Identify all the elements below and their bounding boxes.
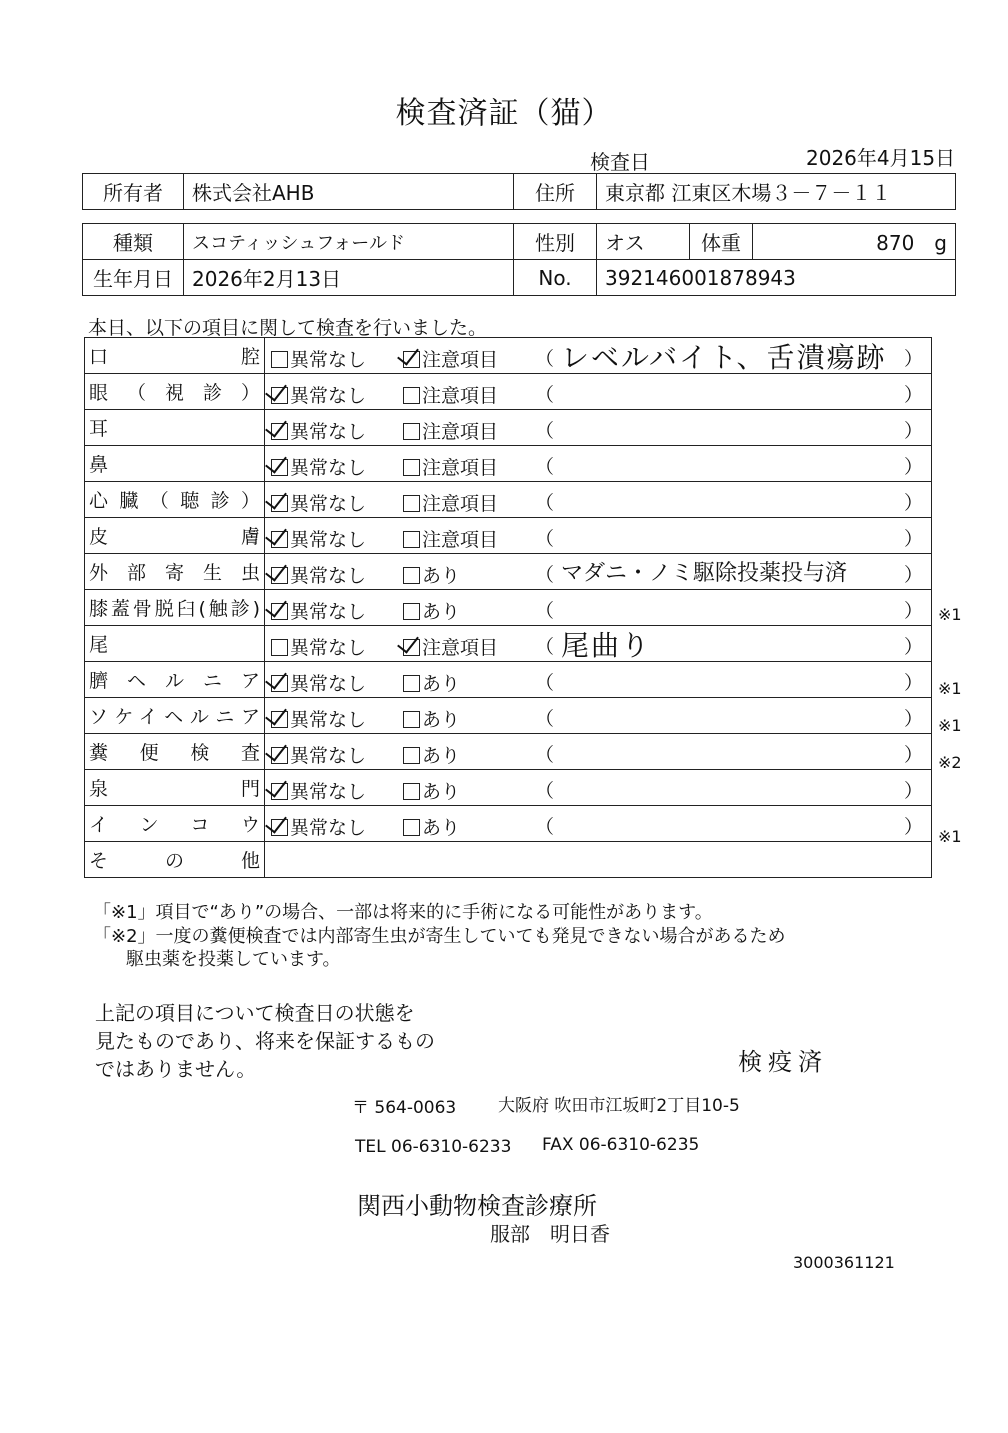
attention-option[interactable] xyxy=(403,633,498,660)
inspection-item-result xyxy=(265,734,932,770)
normal-label: 異常なし xyxy=(290,781,367,803)
inspection-item-label: インコウ xyxy=(85,806,265,842)
normal-label: 異常なし xyxy=(290,385,367,407)
inspection-item-result xyxy=(265,518,932,554)
footnote-2a: 「※2」一度の糞便検査では内部寄生虫が寄生していても発見できない場合があるため xyxy=(93,926,786,947)
item-note: レベルバイト、舌潰瘍跡 xyxy=(561,341,887,374)
attention-option[interactable] xyxy=(403,777,460,804)
checkbox-icon xyxy=(403,351,420,368)
inspection-row xyxy=(85,590,932,626)
breed-value: スコティッシュフォールド xyxy=(184,224,514,260)
weight-label: 体重 xyxy=(690,224,753,260)
clinic-address: 大阪府 吹田市江坂町2丁目10-5 xyxy=(498,1096,740,1116)
inspection-item-result xyxy=(265,446,932,482)
inspection-item-result xyxy=(265,626,932,662)
footnote-mark: ※1 xyxy=(938,827,962,846)
paren-open: （ xyxy=(535,492,555,514)
paren-open: （ xyxy=(535,744,555,766)
normal-option[interactable] xyxy=(271,741,366,768)
inspection-row xyxy=(85,698,932,734)
footnote-mark: ※2 xyxy=(938,753,962,772)
inspection-item-result xyxy=(265,374,932,410)
other-label: その他 xyxy=(85,842,265,878)
paren-open: （ xyxy=(535,780,555,802)
inspection-row xyxy=(85,806,932,842)
item-note: 尾曲り xyxy=(561,629,652,662)
item-note: マダニ・ノミ駆除投薬投与済 xyxy=(561,561,848,586)
paren-open: （ xyxy=(535,600,555,622)
checkbox-icon xyxy=(403,675,420,692)
paren-close: ） xyxy=(903,636,923,658)
inspection-item-label: 外部寄生虫 xyxy=(85,554,265,590)
checkbox-icon xyxy=(271,459,288,476)
attention-label: 注意項目 xyxy=(422,529,499,551)
inspection-item-label: 心臓（聴診） xyxy=(85,482,265,518)
paren-open: （ xyxy=(535,816,555,838)
person-name: 服部 明日香 xyxy=(490,1222,610,1246)
normal-option[interactable] xyxy=(271,525,366,552)
inspection-item-result xyxy=(265,590,932,626)
inspection-item-label: 糞便検査 xyxy=(85,734,265,770)
attention-label: あり xyxy=(422,565,461,587)
statement-line-3: ではありません。 xyxy=(95,1057,257,1081)
quarantine-stamp: 検疫済 xyxy=(738,1048,828,1076)
attention-option[interactable] xyxy=(403,741,460,768)
sex-value: オス xyxy=(597,224,690,260)
attention-label: 注意項目 xyxy=(422,349,499,371)
checkbox-icon xyxy=(271,531,288,548)
checkbox-icon xyxy=(271,351,288,368)
birth-label: 生年月日 xyxy=(83,260,184,296)
attention-option[interactable] xyxy=(403,381,498,408)
animal-table xyxy=(82,223,956,296)
paren-open: （ xyxy=(535,384,555,406)
checkbox-icon xyxy=(403,387,420,404)
attention-label: あり xyxy=(422,709,461,731)
normal-label: 異常なし xyxy=(290,565,367,587)
inspection-item-label: 臍ヘルニア xyxy=(85,662,265,698)
attention-label: あり xyxy=(422,601,461,623)
inspection-item-result xyxy=(265,698,932,734)
checkbox-icon xyxy=(271,387,288,404)
normal-option[interactable] xyxy=(271,813,366,840)
attention-option[interactable] xyxy=(403,489,498,516)
paren-close: ） xyxy=(903,420,923,442)
breed-label: 種類 xyxy=(83,224,184,260)
inspection-item-result xyxy=(265,338,932,374)
footnote-mark: ※1 xyxy=(938,605,962,624)
paren-close: ） xyxy=(903,348,923,370)
birth-value: 2026年2月13日 xyxy=(184,260,514,296)
paren-close: ） xyxy=(903,384,923,406)
inspection-row xyxy=(85,482,932,518)
statement-line-1: 上記の項目について検査日の状態を xyxy=(95,1001,415,1025)
footnote-mark: ※1 xyxy=(938,679,962,698)
inspection-item-label: 泉門 xyxy=(85,770,265,806)
attention-option[interactable] xyxy=(403,417,498,444)
sex-label: 性別 xyxy=(514,224,597,260)
postal-code: 〒 564-0063 xyxy=(352,1098,457,1118)
normal-label: 異常なし xyxy=(290,709,367,731)
inspection-grid xyxy=(84,337,932,878)
attention-option[interactable] xyxy=(403,345,498,372)
inspection-item-label: 耳 xyxy=(85,410,265,446)
inspection-row xyxy=(85,338,932,374)
inspection-item-result xyxy=(265,482,932,518)
clinic-name: 関西小動物検査診療所 xyxy=(357,1192,597,1220)
tel: TEL 06-6310-6233 xyxy=(355,1137,512,1157)
paren-close: ） xyxy=(903,708,923,730)
attention-label: 注意項目 xyxy=(422,493,499,515)
inspection-date-label: 検査日 xyxy=(590,150,650,174)
paren-close: ） xyxy=(903,564,923,586)
attention-option[interactable] xyxy=(403,597,460,624)
inspection-row xyxy=(85,626,932,662)
normal-option[interactable] xyxy=(271,417,366,444)
normal-option[interactable] xyxy=(271,705,366,732)
paren-close: ） xyxy=(903,456,923,478)
address-value: 東京都 江東区木場３－７－１１ xyxy=(597,174,956,210)
footnote-mark: ※1 xyxy=(938,716,962,735)
normal-label: 異常なし xyxy=(290,349,367,371)
inspection-row xyxy=(85,662,932,698)
attention-option[interactable] xyxy=(403,813,460,840)
inspection-row xyxy=(85,770,932,806)
normal-label: 異常なし xyxy=(290,493,367,515)
checkbox-icon xyxy=(271,567,288,584)
paren-open: （ xyxy=(535,636,555,658)
paren-open: （ xyxy=(535,672,555,694)
checkbox-icon xyxy=(271,711,288,728)
inspection-item-label: 皮膚 xyxy=(85,518,265,554)
weight-value: 870 g xyxy=(753,224,956,260)
page-title: 検査済証（猫） xyxy=(395,96,613,131)
normal-option[interactable] xyxy=(271,489,366,516)
inspection-row xyxy=(85,554,932,590)
normal-label: 異常なし xyxy=(290,421,367,443)
normal-option[interactable] xyxy=(271,669,366,696)
normal-option[interactable] xyxy=(271,597,366,624)
normal-label: 異常なし xyxy=(290,745,367,767)
normal-label: 異常なし xyxy=(290,637,367,659)
checkbox-icon xyxy=(271,783,288,800)
inspection-item-label: 鼻 xyxy=(85,446,265,482)
inspection-row-other xyxy=(85,842,932,878)
no-label: No. xyxy=(514,260,597,296)
normal-label: 異常なし xyxy=(290,817,367,839)
intro-text: 本日、以下の項目に関して検査を行いました。 xyxy=(88,317,488,339)
checkbox-icon xyxy=(403,639,420,656)
paren-open: （ xyxy=(535,564,555,586)
normal-label: 異常なし xyxy=(290,673,367,695)
attention-option[interactable] xyxy=(403,669,460,696)
inspection-row xyxy=(85,734,932,770)
paren-close: ） xyxy=(903,816,923,838)
normal-option[interactable] xyxy=(271,561,366,588)
checkbox-icon xyxy=(403,423,420,440)
inspection-row xyxy=(85,374,932,410)
inspection-item-label: 眼（視診） xyxy=(85,374,265,410)
attention-label: 注意項目 xyxy=(422,457,499,479)
footnote-1: 「※1」項目で“あり”の場合、一部は将来的に手術になる可能性があります。 xyxy=(93,902,713,923)
normal-label: 異常なし xyxy=(290,529,367,551)
checkbox-icon xyxy=(271,747,288,764)
checkbox-icon xyxy=(403,567,420,584)
checkbox-icon xyxy=(271,603,288,620)
normal-label: 異常なし xyxy=(290,601,367,623)
checkbox-icon xyxy=(403,747,420,764)
attention-option[interactable] xyxy=(403,561,460,588)
attention-label: あり xyxy=(422,781,461,803)
inspection-row xyxy=(85,446,932,482)
inspection-item-label: ソケイヘルニア xyxy=(85,698,265,734)
inspection-item-label: 尾 xyxy=(85,626,265,662)
inspection-item-result xyxy=(265,806,932,842)
inspection-date: 2026年4月15日 xyxy=(806,146,956,170)
inspection-item-result xyxy=(265,662,932,698)
paren-close: ） xyxy=(903,672,923,694)
no-value: 392146001878943 xyxy=(597,260,956,296)
paren-open: （ xyxy=(535,420,555,442)
inspection-item-result xyxy=(265,410,932,446)
checkbox-icon xyxy=(403,459,420,476)
checkbox-icon xyxy=(403,819,420,836)
attention-label: 注意項目 xyxy=(422,421,499,443)
normal-option[interactable] xyxy=(271,633,366,660)
checkbox-icon xyxy=(403,531,420,548)
attention-option[interactable] xyxy=(403,453,498,480)
checkbox-icon xyxy=(271,639,288,656)
attention-label: あり xyxy=(422,817,461,839)
checkbox-icon xyxy=(403,783,420,800)
checkbox-icon xyxy=(271,819,288,836)
inspection-row xyxy=(85,410,932,446)
paren-close: ） xyxy=(903,492,923,514)
normal-label: 異常なし xyxy=(290,457,367,479)
attention-option[interactable] xyxy=(403,705,460,732)
paren-open: （ xyxy=(535,348,555,370)
paren-open: （ xyxy=(535,708,555,730)
checkbox-icon xyxy=(271,675,288,692)
checkbox-icon xyxy=(271,423,288,440)
checkbox-icon xyxy=(403,495,420,512)
attention-option[interactable] xyxy=(403,525,498,552)
paren-close: ） xyxy=(903,780,923,802)
attention-label: 注意項目 xyxy=(422,637,499,659)
serial-number: 3000361121 xyxy=(793,1253,895,1272)
inspection-row xyxy=(85,518,932,554)
paren-open: （ xyxy=(535,528,555,550)
fax: FAX 06-6310-6235 xyxy=(542,1135,700,1155)
normal-option[interactable] xyxy=(271,453,366,480)
attention-label: あり xyxy=(422,745,461,767)
attention-label: あり xyxy=(422,673,461,695)
paren-close: ） xyxy=(903,528,923,550)
paren-close: ） xyxy=(903,600,923,622)
address-label: 住所 xyxy=(514,174,597,210)
owner-table xyxy=(82,173,956,210)
checkbox-icon xyxy=(403,711,420,728)
paren-close: ） xyxy=(903,744,923,766)
footnote-2b: 駆虫薬を投薬しています。 xyxy=(126,949,341,970)
statement-line-2: 見たものであり、将来を保証するもの xyxy=(95,1029,435,1053)
attention-label: 注意項目 xyxy=(422,385,499,407)
inspection-item-label: 口 腔 xyxy=(85,338,265,374)
checkbox-icon xyxy=(271,495,288,512)
owner-value: 株式会社AHB xyxy=(184,174,514,210)
normal-option[interactable] xyxy=(271,381,366,408)
owner-label: 所有者 xyxy=(83,174,184,210)
normal-option[interactable] xyxy=(271,777,366,804)
inspection-item-result xyxy=(265,554,932,590)
normal-option[interactable] xyxy=(271,345,366,372)
inspection-item-label: 膝蓋骨脱臼(触診) xyxy=(85,590,265,626)
inspection-item-result xyxy=(265,770,932,806)
paren-open: （ xyxy=(535,456,555,478)
other-value xyxy=(265,842,932,878)
checkbox-icon xyxy=(403,603,420,620)
